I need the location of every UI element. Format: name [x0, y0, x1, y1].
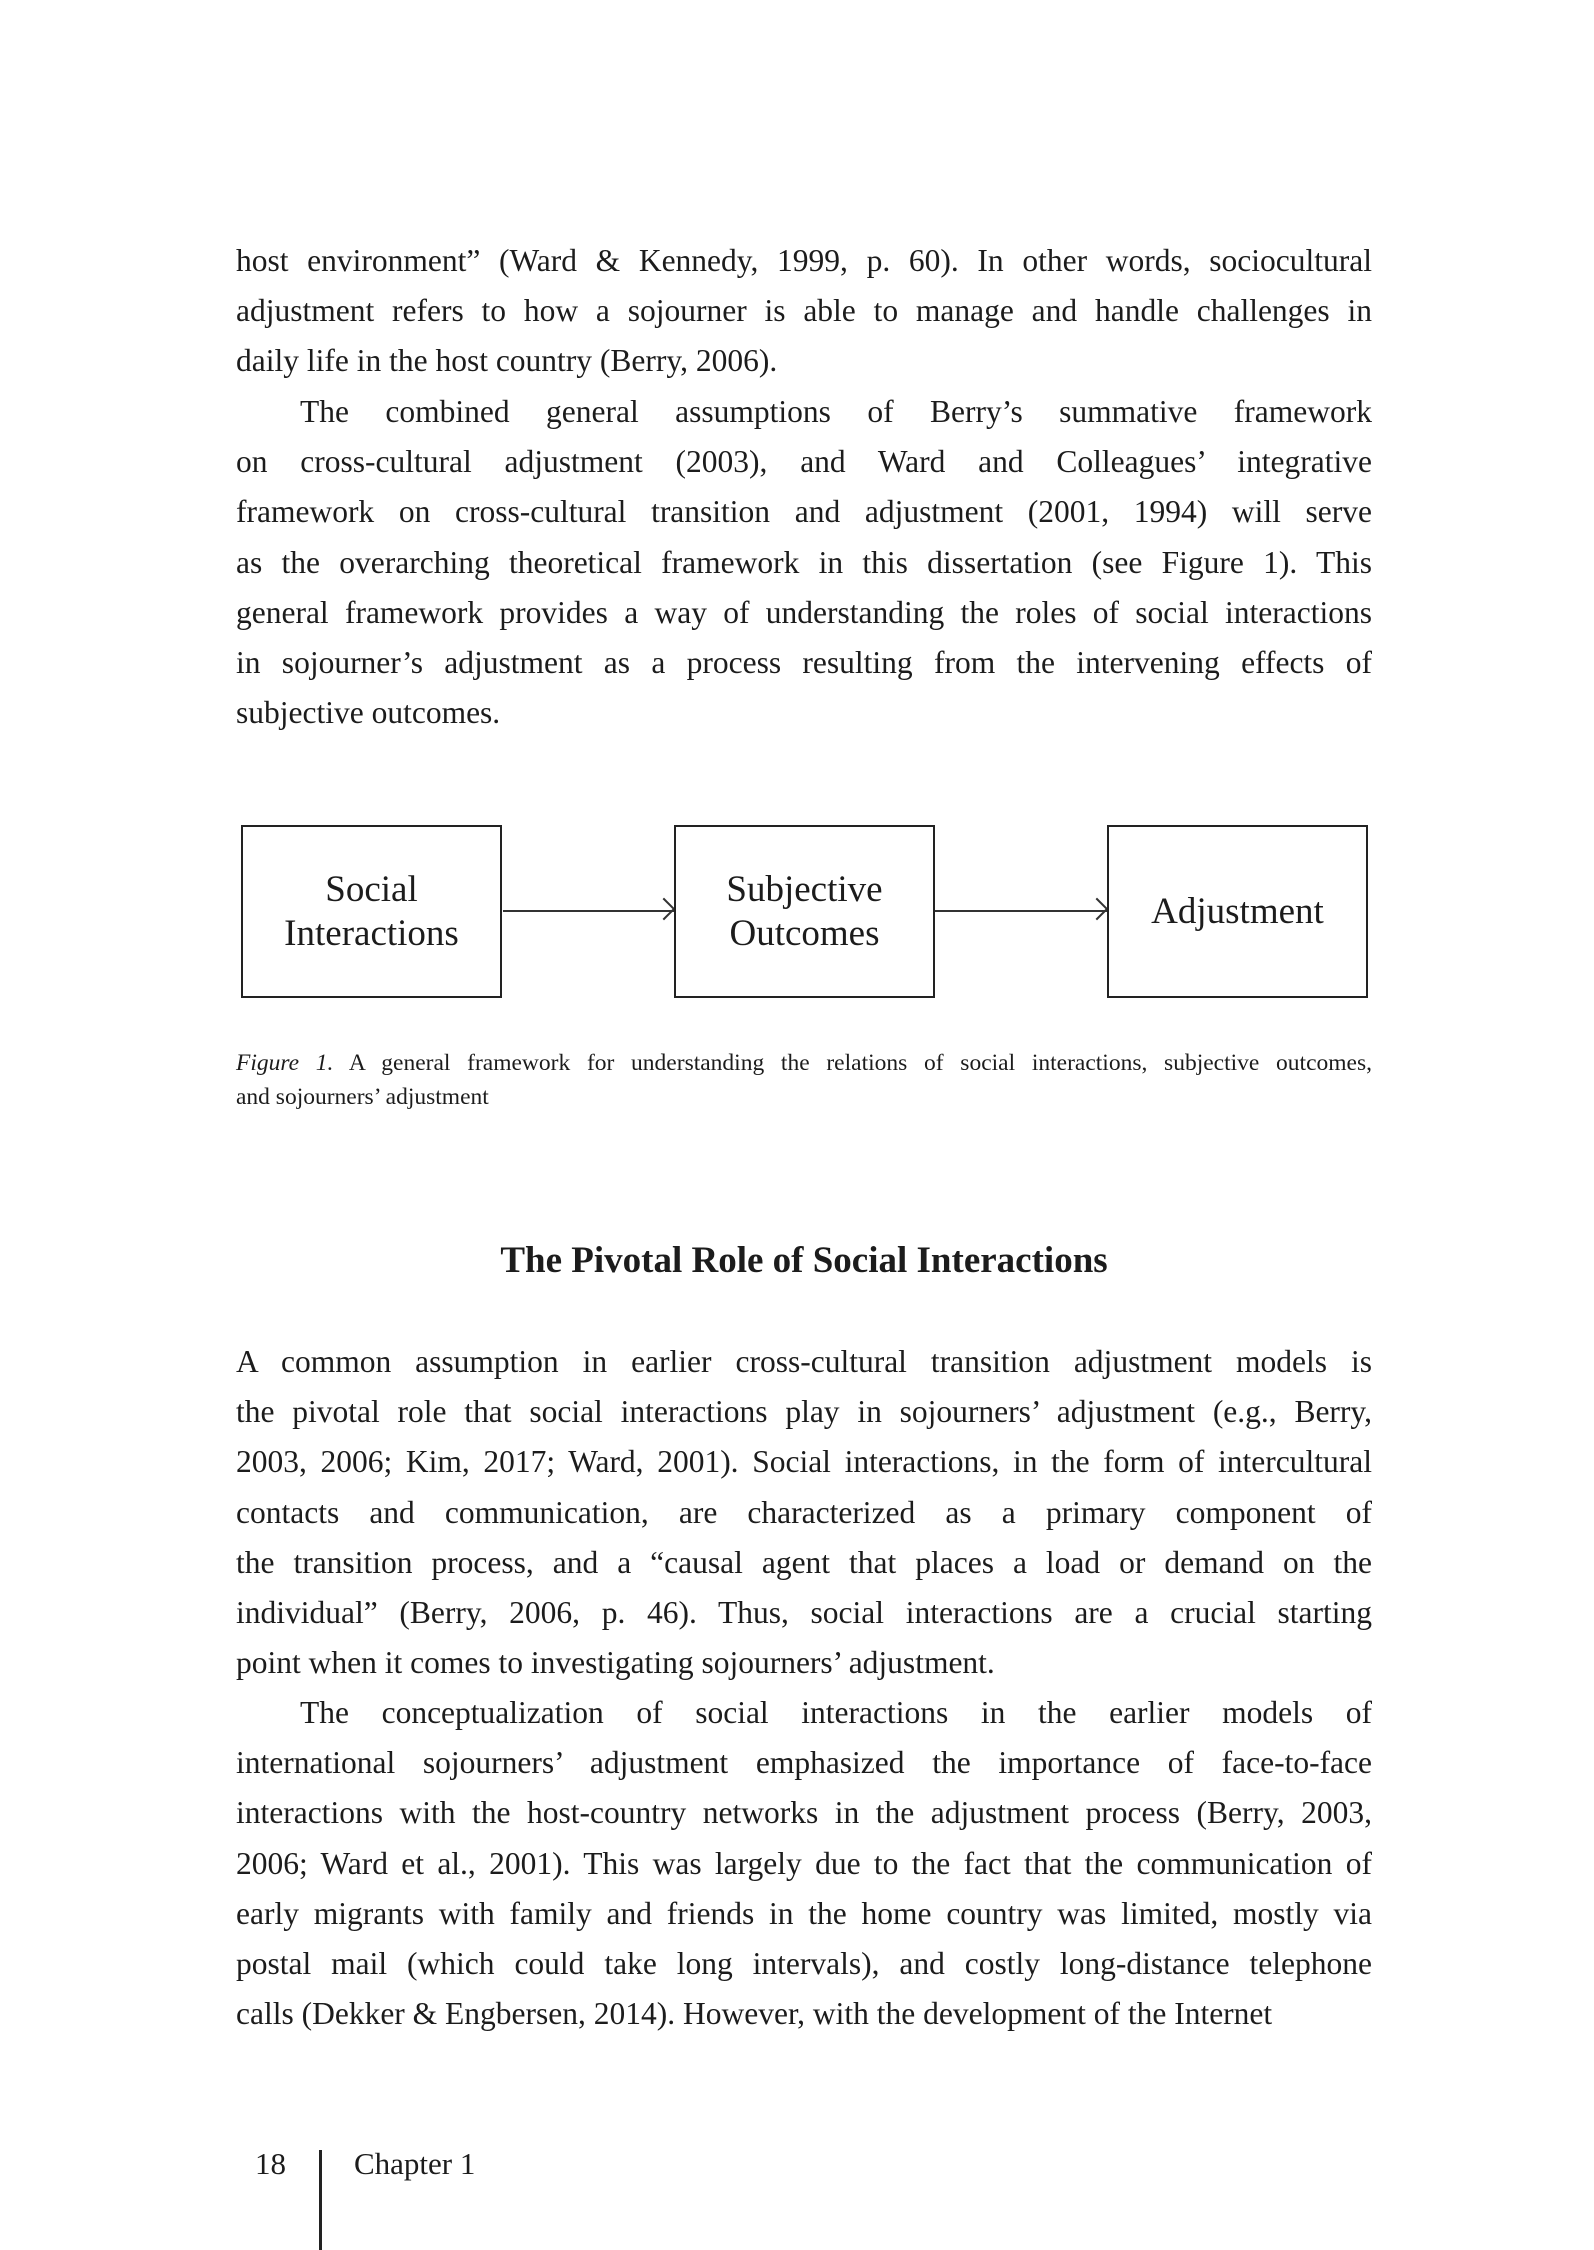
text-line: host environment” (Ward & Kennedy, 1999, p. 60). In other words, sociocultural	[236, 243, 1372, 278]
paragraph-2	[236, 387, 1372, 738]
text-line: adjustment refers to how a sojourner is able to manage and handle challenges in	[236, 293, 1372, 329]
section-heading: The Pivotal Role of Social Interactions	[500, 1240, 1108, 1281]
box-text: Social	[325, 868, 418, 910]
figure-caption	[236, 1046, 1372, 1114]
text-line: calls (Dekker & Engbersen, 2014). However, with the development of the Internet	[236, 1996, 1273, 2032]
text-line: in sojourner’s adjustment as a process resulting from the intervening effects of	[236, 644, 1372, 680]
box-text: Adjustment	[1151, 890, 1324, 932]
text-line: contacts and communication, are characterized as a primary component of	[236, 1494, 1372, 1530]
paragraph-4	[236, 1688, 1372, 2039]
text-line: A common assumption in earlier cross-cultural transition adjustment models is	[236, 1344, 1372, 1379]
caption-label: Figure 1.	[236, 1050, 334, 1076]
box-text: Subjective	[726, 868, 883, 910]
caption-text: and sojourners’ adjustment	[236, 1084, 489, 1110]
box-adjustment	[1107, 825, 1368, 998]
box-social-interactions	[241, 825, 502, 998]
text-line: The conceptualization of social interactions in the earlier models of	[300, 1695, 1372, 1730]
text-line: subjective outcomes.	[236, 695, 501, 731]
text-line: early migrants with family and friends in the home country was limited, mostly via	[236, 1895, 1372, 1931]
page-number: 18	[255, 2146, 286, 2181]
paragraph-1	[236, 236, 1372, 387]
text-line: as the overarching theoretical framework in this dissertation (see Figure 1). This	[236, 544, 1372, 580]
text-line: the pivotal role that social interactions play in sojourners’ adjustment (e.g., Berry,	[236, 1394, 1372, 1430]
box-text: Outcomes	[729, 912, 880, 954]
arrow-icon	[503, 910, 674, 912]
paragraph-3	[236, 1337, 1372, 1688]
footer-divider	[319, 2150, 322, 2250]
caption-text: A general framework for understanding the relations of social interactions, subjective outcomes,	[333, 1050, 1372, 1076]
text-line: 2003, 2006; Kim, 2017; Ward, 2001). Social interactions, in the form of intercultural	[236, 1444, 1372, 1480]
box-text: Interactions	[284, 912, 459, 954]
text-line: the transition process, and a “causal agent that places a load or demand on the	[236, 1544, 1372, 1580]
text-line: interactions with the host-country networks in the adjustment process (Berry, 2003,	[236, 1795, 1372, 1831]
text-line: 2006; Ward et al., 2001). This was largely due to the fact that the communication of	[236, 1845, 1372, 1881]
arrow-icon	[935, 910, 1107, 912]
text-line: on cross-cultural adjustment (2003), and Ward and Colleagues’ integrative	[236, 444, 1372, 480]
text-line: postal mail (which could take long intervals), and costly long-distance telephone	[236, 1945, 1372, 1981]
chapter-label: Chapter 1	[354, 2146, 476, 2181]
text-line: point when it comes to investigating sojourners’ adjustment.	[236, 1645, 995, 1681]
text-line: daily life in the host country (Berry, 2006).	[236, 343, 778, 379]
box-subjective-outcomes	[674, 825, 935, 998]
text-line: individual” (Berry, 2006, p. 46). Thus, social interactions are a crucial starting	[236, 1594, 1372, 1630]
text-line: international sojourners’ adjustment emphasized the importance of face-to-face	[236, 1745, 1372, 1781]
text-line: framework on cross-cultural transition and adjustment (2001, 1994) will serve	[236, 494, 1372, 530]
text-line: The combined general assumptions of Berry’s summative framework	[300, 394, 1372, 429]
text-line: general framework provides a way of understanding the roles of social interactions	[236, 594, 1372, 630]
